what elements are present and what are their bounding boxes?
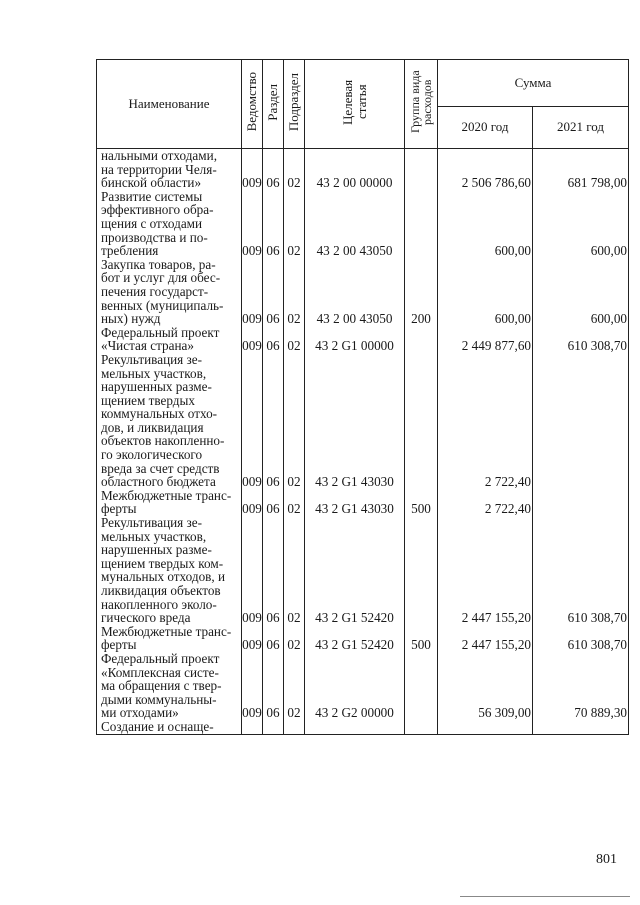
- podrazdel-cell: 02: [284, 149, 305, 190]
- sum-2021-cell: 610 308,70: [533, 326, 629, 353]
- gruppa-cell: [405, 720, 438, 734]
- celevaya-cell: 43 2 00 43050: [305, 258, 405, 326]
- celevaya-cell: 43 2 G2 00000: [305, 652, 405, 720]
- name-cell: Федеральный проект «Комплексная систе- ма обращения с твер- дыми коммунальны- ми отходами»: [97, 652, 242, 720]
- razdel-cell: 06: [263, 149, 284, 190]
- gruppa-cell: 200: [405, 258, 438, 326]
- podrazdel-cell: 02: [284, 652, 305, 720]
- sum-2020-cell: 2 447 155,20: [438, 516, 533, 625]
- table-row: [97, 720, 629, 734]
- podrazdel-cell: 02: [284, 258, 305, 326]
- razdel-cell: 06: [263, 516, 284, 625]
- sum-2021-cell: 600,00: [533, 258, 629, 326]
- podrazdel-cell: 02: [284, 516, 305, 625]
- name-cell: Межбюджетные транс- ферты: [97, 489, 242, 516]
- celevaya-cell: 43 2 G1 52420: [305, 625, 405, 652]
- razdel-cell: 06: [263, 353, 284, 489]
- razdel-cell: 06: [263, 258, 284, 326]
- name-cell: Закупка товаров, ра- бот и услуг для обес- печения государст- венных (муниципаль- ных) нужд: [97, 258, 242, 326]
- razdel-cell: [263, 720, 284, 734]
- table-row: [97, 149, 629, 190]
- table-row: [97, 326, 629, 353]
- podrazdel-cell: 02: [284, 625, 305, 652]
- sum-2020-cell: 2 506 786,60: [438, 149, 533, 190]
- sum-2021-cell: [533, 720, 629, 734]
- vedomstvo-cell: [242, 720, 263, 734]
- vedomstvo-cell: 009: [242, 516, 263, 625]
- celevaya-cell: 43 2 G1 43030: [305, 489, 405, 516]
- razdel-cell: 06: [263, 190, 284, 258]
- gruppa-cell: 500: [405, 489, 438, 516]
- vedomstvo-cell: 009: [242, 190, 263, 258]
- col-header-name: Наименование: [97, 60, 242, 149]
- sum-2021-cell: [533, 489, 629, 516]
- vedomstvo-cell: 009: [242, 489, 263, 516]
- table-row: [97, 353, 629, 489]
- sum-2020-cell: 2 447 155,20: [438, 625, 533, 652]
- name-cell: Рекультивация зе- мельных участков, нарушенных разме- щением твердых коммунальных отхо- дов, и ликвидация объектов накопленно- го экологического вреда за счет средств областного бюджета: [97, 353, 242, 489]
- table-row: [97, 516, 629, 625]
- podrazdel-cell: 02: [284, 190, 305, 258]
- vedomstvo-cell: 009: [242, 326, 263, 353]
- name-cell: Федеральный проект «Чистая страна»: [97, 326, 242, 353]
- sum-2021-cell: [533, 353, 629, 489]
- sum-2020-cell: 2 722,40: [438, 353, 533, 489]
- col-header-summa: Сумма: [438, 60, 629, 107]
- razdel-cell: 06: [263, 326, 284, 353]
- gruppa-cell: [405, 190, 438, 258]
- razdel-cell: 06: [263, 652, 284, 720]
- name-cell: Рекультивация зе- мельных участков, нарушенных разме- щением твердых ком- мунальных отходов, и ликвидация объектов накопленного эколо- гического вреда: [97, 516, 242, 625]
- sum-2020-cell: 600,00: [438, 190, 533, 258]
- sum-2021-cell: 70 889,30: [533, 652, 629, 720]
- sum-2020-cell: 56 309,00: [438, 652, 533, 720]
- celevaya-cell: [305, 720, 405, 734]
- table-row: [97, 190, 629, 258]
- razdel-cell: 06: [263, 489, 284, 516]
- podrazdel-cell: 02: [284, 353, 305, 489]
- celevaya-cell: 43 2 00 43050: [305, 190, 405, 258]
- gruppa-cell: [405, 326, 438, 353]
- col-header-vedomstvo: Ведомство: [242, 60, 263, 149]
- podrazdel-cell: [284, 720, 305, 734]
- celevaya-cell: 43 2 G1 00000: [305, 326, 405, 353]
- gruppa-cell: 500: [405, 625, 438, 652]
- sum-2021-cell: 600,00: [533, 190, 629, 258]
- celevaya-cell: 43 2 G1 43030: [305, 353, 405, 489]
- sum-2021-cell: 681 798,00: [533, 149, 629, 190]
- col-header-2020: 2020 год: [438, 106, 533, 148]
- gruppa-cell: [405, 353, 438, 489]
- col-header-gruppa: Группа вида расходов: [405, 60, 438, 149]
- budget-table: [96, 59, 629, 735]
- gruppa-cell: [405, 516, 438, 625]
- footer-rule: [460, 896, 630, 897]
- sum-2020-cell: 2 449 877,60: [438, 326, 533, 353]
- celevaya-cell: 43 2 00 00000: [305, 149, 405, 190]
- table-row: [97, 489, 629, 516]
- col-header-celevaya: Целевая статья: [305, 60, 405, 149]
- page-number: 801: [596, 852, 617, 867]
- podrazdel-cell: 02: [284, 326, 305, 353]
- gruppa-cell: [405, 652, 438, 720]
- sum-2020-cell: [438, 720, 533, 734]
- name-cell: Развитие системы эффективного обра- щения с отходами производства и по- требления: [97, 190, 242, 258]
- sum-2020-cell: 600,00: [438, 258, 533, 326]
- razdel-cell: 06: [263, 625, 284, 652]
- col-header-razdel: Раздел: [263, 60, 284, 149]
- table-row: [97, 258, 629, 326]
- table-row: [97, 652, 629, 720]
- vedomstvo-cell: 009: [242, 149, 263, 190]
- vedomstvo-cell: 009: [242, 258, 263, 326]
- celevaya-cell: 43 2 G1 52420: [305, 516, 405, 625]
- gruppa-cell: [405, 149, 438, 190]
- podrazdel-cell: 02: [284, 489, 305, 516]
- vedomstvo-cell: 009: [242, 625, 263, 652]
- vedomstvo-cell: 009: [242, 353, 263, 489]
- name-cell: Межбюджетные транс- ферты: [97, 625, 242, 652]
- sum-2020-cell: 2 722,40: [438, 489, 533, 516]
- name-cell: нальными отходами, на территории Челя- бинской области»: [97, 149, 242, 190]
- vedomstvo-cell: 009: [242, 652, 263, 720]
- name-cell: Создание и оснаще-: [97, 720, 242, 734]
- sum-2021-cell: 610 308,70: [533, 625, 629, 652]
- col-header-2021: 2021 год: [533, 106, 629, 148]
- table-row: [97, 625, 629, 652]
- col-header-podrazdel: Подраздел: [284, 60, 305, 149]
- sum-2021-cell: 610 308,70: [533, 516, 629, 625]
